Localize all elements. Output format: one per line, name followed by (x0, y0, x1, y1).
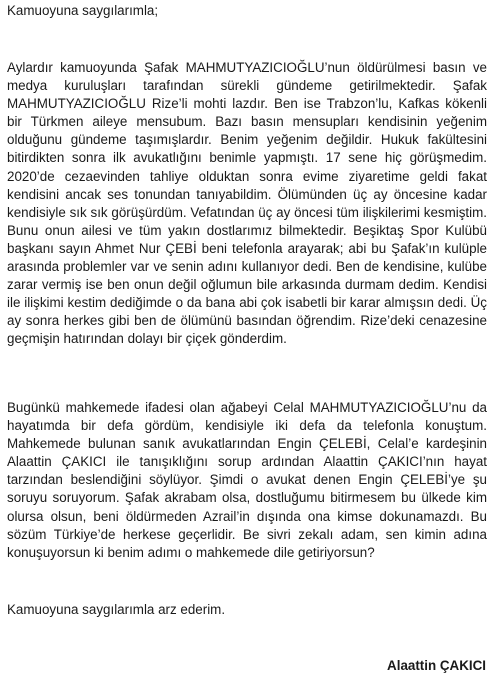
letter-closing: Kamuoyuna saygılarımla arz ederim. (7, 602, 226, 617)
letter-paragraph-1: Aylardır kamuoyunda Şafak MAHMUTYAZICIOĞLU’nun öldürülmesi basın ve medya kuruluşları tarafından sürekli gündeme getirilmektedir. Şafak MAHMUTYAZICIOĞLU Rize’li mohti lazdır. Ben ise Trabzon’lu, Kafkas kökenli bir Türkmen aileye mensubum. Bazı basın mensupları kendisinin yeğenim olduğunu gündeme taşımışlardır. Benim yeğenim değildir. Hukuk fakültesini bitirdikten sonra ilk avukatlığını benimle yapmıştı. 17 sene hiç görüşmedim. 2020’de cezaevinden tahliye olduktan sonra evime ziyaretime geldi fakat kendisini ancak ses tonundan tanıyabildim. Ölümünden üç ay öncesine kadar kendisiyle sık sık görüşürdüm. Vefatından üç ay öncesi tüm ilişkilerimi kesmiştim. Bunu onun ailesi ve tüm yakın dostlarımız bilmektedir. Beşiktaş Spor Kulübü başkanı sayın Ahmet Nur ÇEBİ beni telefonla arayarak; abi bu Şafak’ın kulüple arasında problemler var ve senin adını kullanıyor dedi. Ben de kendisine, kulübe zarar vermiş ise ben onun değil oğlumun bile arkasında durmam dedim. Kendisi ile ilişkimi kestim dediğimde o da bana abi çok isabetli bir karar almışsın dedi. Üç ay sonra herkes gibi ben de ölümünü basından öğrendim. Rize’deki cenazesine geçmişin hatırından dolayı bir çiçek gönderdim. (7, 60, 487, 347)
letter-paragraph-2: Bugünkü mahkemede ifadesi olan ağabeyi Celal MAHMUTYAZICIOĞLU’nu da hayatımda bir defa gördüm, kendisiyle iki defa da telefonla konuştum. Mahkemede bulunan sanık avukatlarından Engin ÇELEBİ, Celal’e kardeşinin Alaattin ÇAKICI ile tanışıklığını sorup ardından Alaattin ÇAKICI’nın hayat tarzından beslendiğini söylüyor. Şimdi o avukat denen Engin ÇELEBİ’ye şu soruyu soruyorum. Şafak akrabam olsa, dostluğumu bitirmesem bu ülkede kim olursa olsun, beni öldürmeden Azrail’in dışında ona kimse dokunamazdı. Bu sözüm Türkiye’de herkese geçerlidir. Be sivri zekalı adam, sen kimin adına konuşuyorsun ki benim adımı o mahkemede dile getiriyorsun? (7, 400, 487, 560)
letter-signature: Alaattin ÇAKICI (387, 658, 486, 673)
letter-greeting: Kamuoyuna saygılarımla; (7, 3, 159, 18)
